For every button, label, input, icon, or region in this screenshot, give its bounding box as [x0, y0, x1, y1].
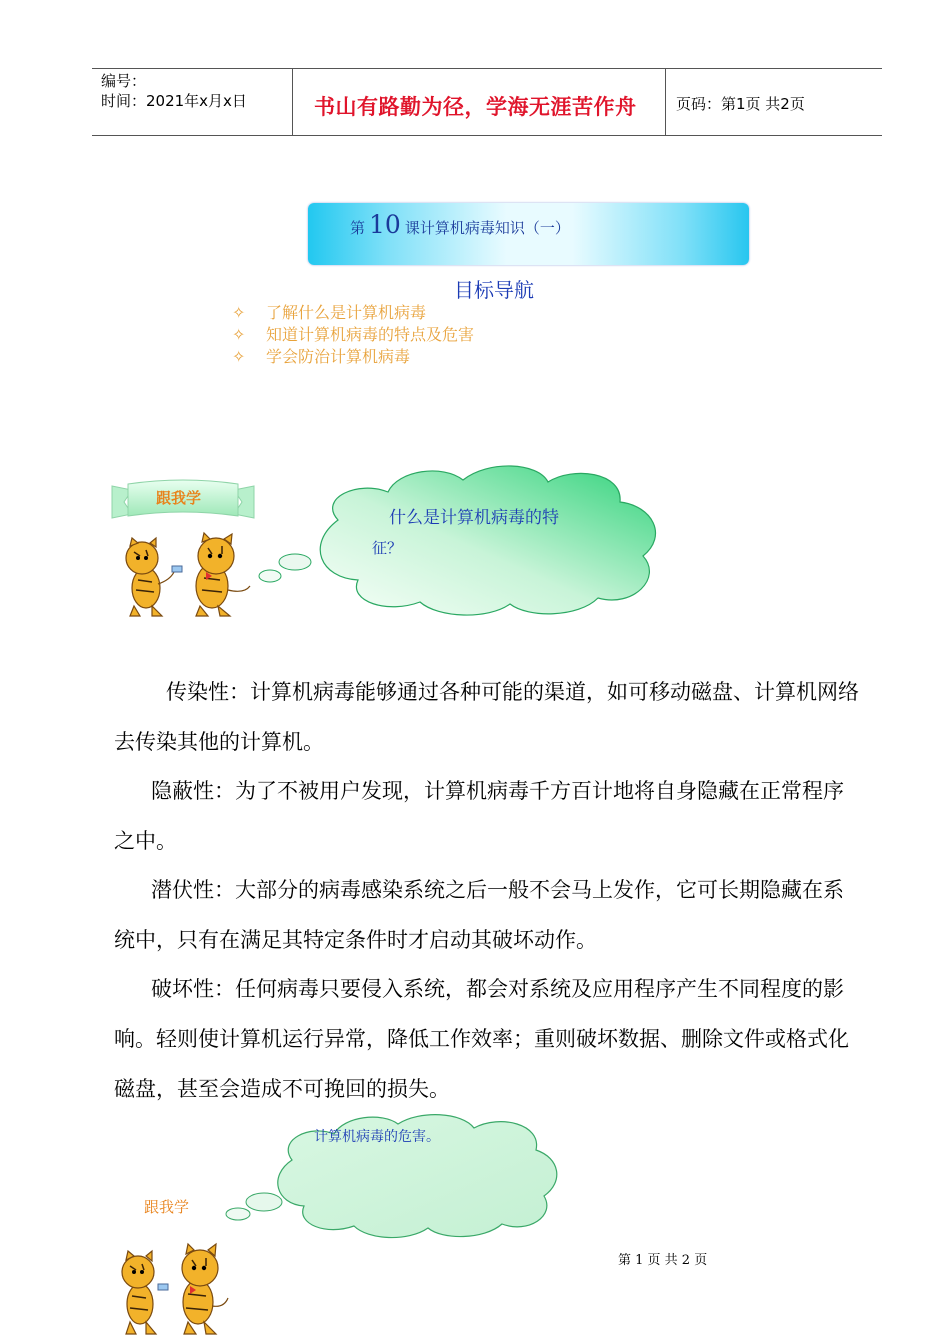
goal-item-text: 知道计算机病毒的特点及危害 — [266, 325, 475, 344]
lesson-title-suffix: 课计算机病毒知识（一） — [404, 219, 570, 237]
follow-me-label: 跟我学 — [156, 489, 202, 507]
header-top-border — [92, 68, 882, 69]
goal-item — [232, 322, 474, 345]
goal-item — [232, 300, 426, 323]
lesson-title — [350, 208, 570, 242]
header-divider-left — [292, 69, 293, 136]
paragraph-infectivity: 传染性：计算机病毒能够通过各种可能的渠道，如可移动磁盘、计算机网络去传染其他的计算机。 — [114, 680, 859, 754]
page-footer: 第 1 页 共 2 页 — [618, 1253, 708, 1268]
paragraph-concealment: 隐蔽性：为了不被用户发现，计算机病毒千方百计地将自身隐藏在正常程序之中。 — [114, 779, 844, 853]
cloud-question-line2: 征？ — [372, 539, 403, 557]
paragraph-latency: 潜伏性：大部分的病毒感染系统之后一般不会马上发作，它可长期隐藏在系统中，只有在满足其特定条件时才启动其破坏动作。 — [114, 878, 844, 952]
sparkle-bullet-icon: ✧ — [232, 325, 246, 344]
cloud-question-line1: 什么是计算机病毒的特 — [389, 508, 559, 528]
header-bottom-border — [92, 135, 882, 136]
goal-item-text: 了解什么是计算机病毒 — [266, 303, 427, 322]
lesson-title-prefix: 第 — [350, 219, 366, 237]
thought-cloud-icon — [248, 458, 674, 618]
sparkle-bullet-icon: ✧ — [232, 347, 246, 366]
paragraph-destructiveness: 破坏性：任何病毒只要侵入系统，都会对系统及应用程序产生不同程度的影响。轻则使计算机运行异常，降低工作效率；重则破坏数据、删除文件或格式化磁盘，甚至会造成不可挽回的损失。 — [114, 977, 849, 1101]
header-divider-right — [665, 69, 666, 136]
tiger-mascots-icon — [110, 1236, 230, 1336]
header-page-label: 页码：第1页 共2页 — [676, 95, 805, 113]
cloud-topic-text: 计算机病毒的危害。 — [314, 1129, 440, 1145]
goal-item-text: 学会防治计算机病毒 — [266, 347, 411, 366]
sparkle-bullet-icon: ✧ — [232, 303, 246, 322]
lesson-number: 10 — [369, 210, 401, 239]
doc-time-label: 时间：2021年x月x日 — [101, 92, 247, 110]
tiger-mascots-icon — [112, 528, 254, 618]
follow-me-label: 跟我学 — [144, 1198, 190, 1216]
header-motto: 书山有路勤为径，学海无涯苦作舟 — [314, 94, 637, 119]
goal-navigation-title: 目标导航 — [454, 278, 534, 302]
goal-item — [232, 344, 410, 367]
doc-number-label: 编号： — [101, 72, 147, 90]
